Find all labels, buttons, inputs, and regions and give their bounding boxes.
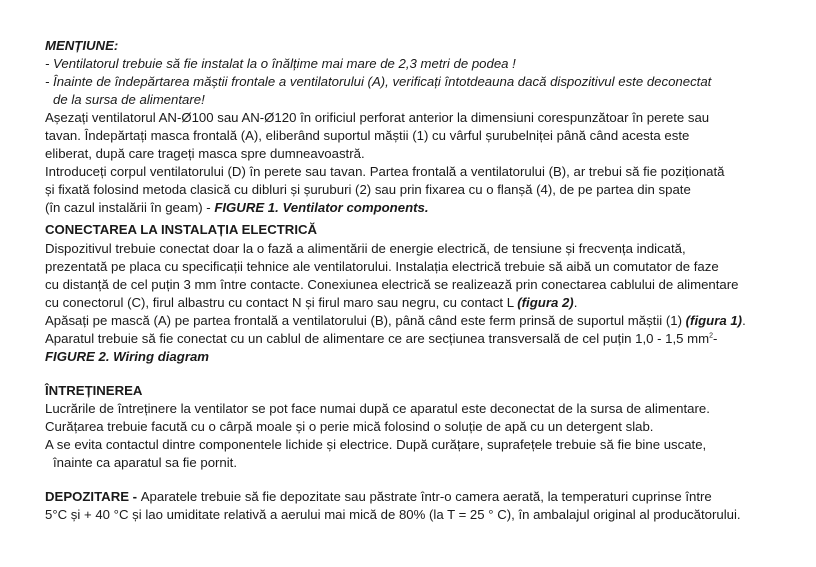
mentiune-note: - Înainte de îndepărtarea măștii frontale a ventilatorului (A), verificați întotdeauna dacă dispozitivul este deconectat bbox=[45, 74, 712, 89]
storage-label: DEPOZITARE - bbox=[45, 489, 141, 504]
electrical-line-text: cu conectorul (C), firul albastru cu contact N și firul maro sau negru, cu contact L bbox=[45, 295, 518, 310]
electrical-line bbox=[45, 312, 746, 329]
electrical-line: Dispozitivul trebuie conectat doar la o fază a alimentării de energie electrică, de tensiune și frecvența indicată, bbox=[45, 241, 686, 256]
electrical-line-text: Apăsați pe mască (A) pe partea frontală a ventilatorului (B), până când este ferm prinsă de suportul măștii (1) bbox=[45, 313, 686, 328]
electrical-line bbox=[45, 330, 717, 347]
mentiune-note: - Ventilatorul trebuie să fie instalat la o înălțime mai mare de 2,3 metri de podea ! bbox=[45, 56, 516, 71]
install-line: eliberat, după care trageți masca spre dumneavoastră. bbox=[45, 146, 365, 161]
storage-line bbox=[45, 488, 712, 505]
mentiune-note: de la sursa de alimentare! bbox=[53, 92, 205, 107]
install-line bbox=[45, 199, 429, 216]
superscript: 2 bbox=[709, 332, 714, 340]
electrical-line-text: Aparatul trebuie să fie conectat cu un cablul de alimentare ce are secțiunea transversală de cel puțin 1,0 - 1,5 mm bbox=[45, 331, 710, 346]
figure-2-reference: FIGURE 2. Wiring diagram bbox=[45, 349, 210, 364]
install-line: Așezați ventilatorul AN-Ø100 sau AN-Ø120 în orificiul perforat anterior la dimensiuni corespunzătoar în perete sau bbox=[45, 110, 710, 125]
electrical-line bbox=[45, 294, 577, 311]
electrical-line-end: . bbox=[573, 295, 578, 310]
storage-text: Aparatele trebuie să fie depozitate sau păstrate într-o camera aerată, la temperaturi cuprinse între bbox=[140, 489, 712, 504]
electrical-heading: CONECTAREA LA INSTALAȚIA ELECTRICĂ bbox=[45, 222, 318, 237]
electrical-line: cu distanță de cel puțin 3 mm între contacte. Conexiunea electrică se realizează prin conectarea cablului de alimentare bbox=[45, 277, 739, 292]
figure-1-reference: FIGURE 1. Ventilator components. bbox=[214, 200, 429, 215]
electrical-line-end: . bbox=[742, 313, 746, 328]
storage-line: 5°C și + 40 °C și lao umiditate relativă a aerului mai mică de 80% (la T = 25 ° C), în ambalajul original al producătorului. bbox=[45, 507, 741, 522]
install-line: și fixată folosind metoda clasică cu dibluri și șuruburi (2) sau prin fixarea cu o flanșă (4), de pe partea din spate bbox=[45, 182, 691, 197]
maintenance-line: Lucrările de întreținere la ventilator se pot face numai după ce aparatul este deconectat de la sursa de alimentare. bbox=[45, 401, 710, 416]
install-line: Introduceți corpul ventilatorului (D) în perete sau tavan. Partea frontală a ventilatorului (B), ar trebui să fie poziționată bbox=[45, 164, 725, 179]
electrical-line-end: - bbox=[713, 331, 718, 346]
electrical-line: prezentată pe placa cu specificații tehnice ale ventilatorului. Instalația electrică trebuie să aibă un comutator de faze bbox=[45, 259, 719, 274]
maintenance-line: Curățarea trebuie facută cu o cârpă moale și o perie mică folosind o soluție de apă cu un detergent slab. bbox=[45, 419, 654, 434]
figure-1-link: (figura 1) bbox=[685, 313, 743, 328]
maintenance-heading: ÎNTREȚINEREA bbox=[45, 383, 143, 398]
install-line: tavan. Îndepărtați masca frontală (A), eliberând suportul măștii (1) cu vârful șurubelniței până când acesta este bbox=[45, 128, 690, 143]
maintenance-line: A se evita contactul dintre componentele lichide și electrice. După curățare, suprafețele trebuie să fie bine uscate, bbox=[45, 437, 707, 452]
maintenance-line: înainte ca aparatul sa fie pornit. bbox=[53, 455, 238, 470]
mentiune-title: MENȚIUNE: bbox=[45, 38, 119, 53]
figure-2-link: (figura 2) bbox=[517, 295, 574, 310]
install-line-text: (în cazul instalării în geam) - bbox=[45, 200, 215, 215]
